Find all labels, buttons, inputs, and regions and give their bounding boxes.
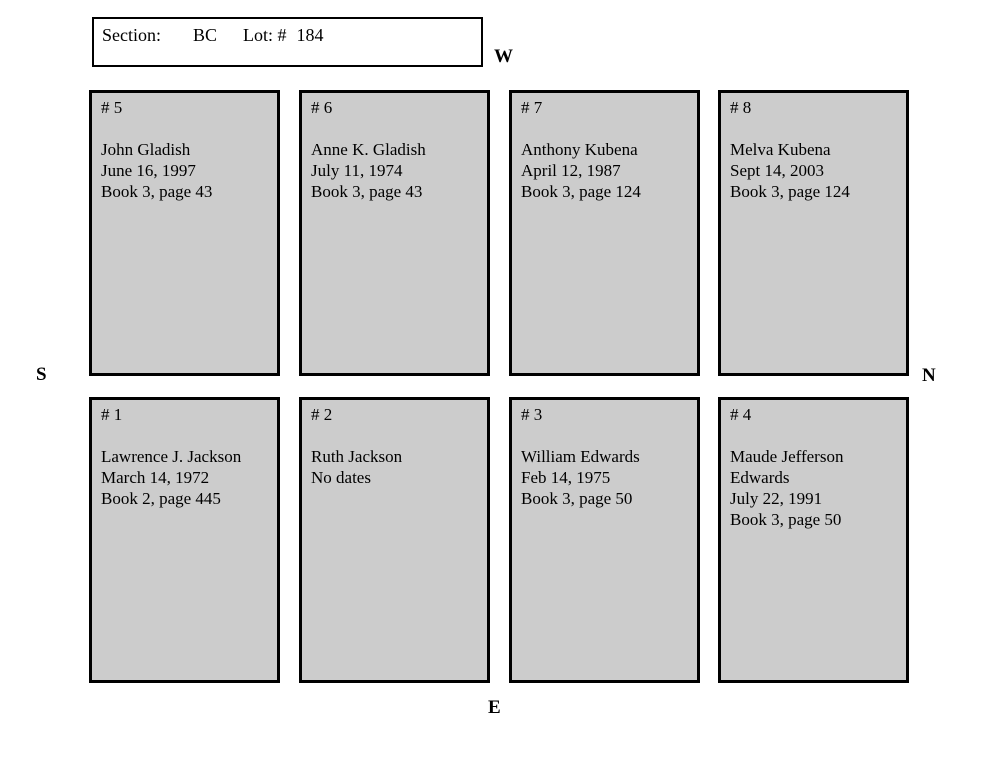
plot-number: # 7 bbox=[521, 98, 543, 117]
compass-west-label: W bbox=[494, 46, 513, 67]
plot-number: # 6 bbox=[311, 98, 333, 117]
plot-detail-line: Anthony Kubena bbox=[521, 140, 638, 159]
plot-details bbox=[101, 446, 268, 509]
plot-detail-line: Lawrence J. Jackson bbox=[101, 447, 242, 466]
plot-box-3 bbox=[509, 397, 700, 683]
plot-detail-line: No dates bbox=[311, 468, 371, 487]
plot-detail-line: Book 3, page 50 bbox=[730, 510, 842, 529]
plot-detail-line: Maude Jefferson bbox=[730, 447, 844, 466]
section-label: Section: bbox=[102, 25, 161, 45]
plot-details bbox=[521, 139, 688, 202]
compass-north-label: N bbox=[922, 365, 936, 386]
plot-detail-line: July 22, 1991 bbox=[730, 489, 823, 508]
plot-detail-line: June 16, 1997 bbox=[101, 161, 196, 180]
compass-east-label: E bbox=[488, 697, 501, 718]
plot-box-8 bbox=[718, 90, 909, 376]
plot-details bbox=[521, 446, 688, 509]
plot-details bbox=[730, 139, 897, 202]
section-value: BC bbox=[193, 25, 218, 45]
plot-box-4 bbox=[718, 397, 909, 683]
plot-detail-line: April 12, 1987 bbox=[521, 161, 621, 180]
plot-detail-line: Feb 14, 1975 bbox=[521, 468, 611, 487]
plot-number: # 5 bbox=[101, 98, 123, 117]
plot-detail-line: Melva Kubena bbox=[730, 140, 831, 159]
plot-detail-line: Book 3, page 124 bbox=[521, 182, 641, 201]
plot-details bbox=[101, 139, 268, 202]
plot-box-2 bbox=[299, 397, 490, 683]
plot-detail-line: Edwards bbox=[730, 468, 790, 487]
plot-box-1 bbox=[89, 397, 280, 683]
plot-details bbox=[730, 446, 897, 530]
plot-number: # 2 bbox=[311, 405, 333, 424]
plot-number: # 1 bbox=[101, 405, 123, 424]
plot-box-7 bbox=[509, 90, 700, 376]
plot-box-5 bbox=[89, 90, 280, 376]
plot-details bbox=[311, 446, 478, 488]
plot-detail-line: John Gladish bbox=[101, 140, 191, 159]
plot-number: # 8 bbox=[730, 98, 752, 117]
plot-detail-line: Anne K. Gladish bbox=[311, 140, 426, 159]
plot-number: # 4 bbox=[730, 405, 752, 424]
compass-south-label: S bbox=[36, 364, 47, 385]
lot-value: 184 bbox=[296, 25, 324, 45]
plot-detail-line: Ruth Jackson bbox=[311, 447, 403, 466]
plot-detail-line: Book 3, page 124 bbox=[730, 182, 850, 201]
plot-detail-line: March 14, 1972 bbox=[101, 468, 210, 487]
plot-details bbox=[311, 139, 478, 202]
plot-detail-line: Book 3, page 43 bbox=[101, 182, 213, 201]
plot-detail-line: William Edwards bbox=[521, 447, 640, 466]
plot-detail-line: July 11, 1974 bbox=[311, 161, 403, 180]
plot-number: # 3 bbox=[521, 405, 543, 424]
plot-detail-line: Sept 14, 2003 bbox=[730, 161, 824, 180]
section-lot-header bbox=[92, 17, 483, 67]
lot-label: Lot: # bbox=[243, 25, 287, 45]
plot-detail-line: Book 2, page 445 bbox=[101, 489, 221, 508]
plot-detail-line: Book 3, page 50 bbox=[521, 489, 633, 508]
plot-box-6 bbox=[299, 90, 490, 376]
plot-detail-line: Book 3, page 43 bbox=[311, 182, 423, 201]
